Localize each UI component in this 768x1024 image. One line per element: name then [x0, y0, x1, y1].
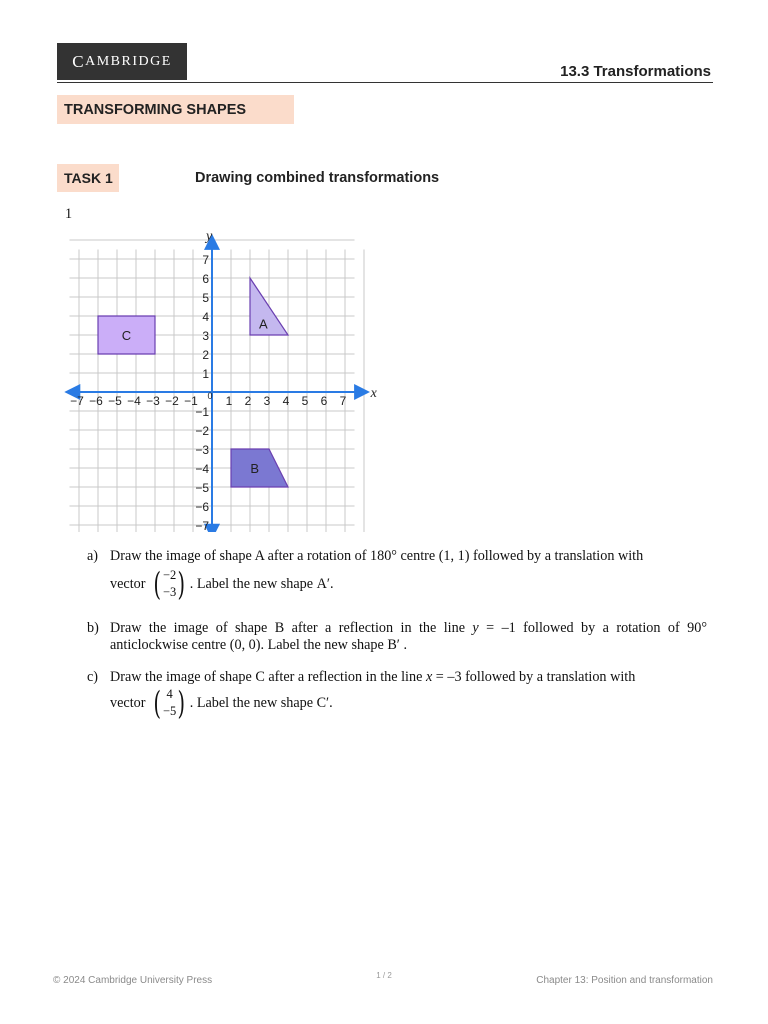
- part-text-pre: Draw the image of shape B after a reflection in the line: [110, 620, 465, 636]
- x-tick-label: 0: [207, 391, 213, 401]
- vector-top: −2: [162, 568, 177, 582]
- part-c-vector-line: [110, 686, 333, 720]
- task-label: TASK 1: [57, 164, 119, 192]
- right-bracket: ): [177, 684, 186, 722]
- part-a-vector-line: [110, 567, 334, 601]
- x-tick-label: 3: [263, 394, 271, 408]
- vector-word: vector: [110, 694, 146, 711]
- sentence-end: .: [403, 637, 408, 653]
- shape-label-c: C: [121, 328, 132, 343]
- x-tick-label: −1: [184, 394, 198, 408]
- y-tick-label: −7: [195, 519, 209, 532]
- shape-prime-label: C′: [316, 694, 330, 711]
- footer-copyright: © 2024 Cambridge University Press: [53, 975, 213, 986]
- shape-prime-label: B′: [387, 637, 400, 653]
- part-text-line1: Draw the image of shape A after a rotation of 180° centre (1, 1) followed by a translation with: [110, 548, 644, 564]
- logo-rest: AMBRIDGE: [85, 53, 172, 69]
- y-tick-label: 3: [202, 329, 209, 343]
- x-tick-label: −5: [108, 394, 122, 408]
- coordinate-grid-chart: [60, 232, 380, 532]
- column-vector: [151, 686, 187, 720]
- footer-chapter: Chapter 13: Position and transformation: [536, 975, 713, 986]
- x-tick-label: −6: [89, 394, 103, 408]
- cambridge-logo: [57, 43, 187, 80]
- part-text-post: = –1 followed by a rotation of 90° anticlockwise centre (0, 0). Label the new shape: [110, 620, 708, 653]
- x-tick-label: 4: [282, 394, 290, 408]
- y-tick-label: −6: [195, 500, 209, 514]
- variable: y: [472, 620, 479, 636]
- left-bracket: (: [153, 565, 162, 603]
- question-part-a: [87, 548, 707, 566]
- part-label: b): [87, 620, 99, 636]
- shape-label-a: A: [258, 316, 268, 332]
- axes-layer: [72, 242, 362, 532]
- vector-bottom: −5: [162, 704, 177, 718]
- y-tick-label: 2: [202, 348, 209, 362]
- y-axis-label: y: [206, 232, 213, 244]
- x-tick-label: −3: [146, 394, 160, 408]
- y-tick-label: 4: [202, 310, 209, 324]
- vector-bottom: −3: [162, 585, 177, 599]
- y-tick-label: −2: [195, 424, 209, 438]
- topic-heading: TRANSFORMING SHAPES: [57, 95, 294, 124]
- label-instruction: . Label the new shape: [189, 575, 314, 592]
- part-text-line1: [110, 669, 707, 686]
- shape-label-b: B: [250, 461, 260, 476]
- task-title: Drawing combined transformations: [195, 170, 440, 186]
- left-bracket: (: [153, 684, 162, 722]
- part-text-pre: Draw the image of shape C after a reflection in the line: [110, 669, 423, 685]
- y-tick-label: −1: [195, 405, 209, 419]
- question-number: 1: [65, 206, 73, 222]
- footer-page-number: 1 / 2: [376, 971, 392, 980]
- y-tick-label: −4: [195, 462, 209, 476]
- x-tick-label: −7: [70, 394, 84, 408]
- y-tick-label: 1: [202, 367, 209, 381]
- variable: x: [425, 669, 433, 685]
- sentence-end: .: [329, 575, 334, 592]
- part-label: c): [87, 669, 99, 685]
- column-vector: [151, 567, 187, 601]
- x-axis-label: x: [370, 386, 377, 401]
- grid-lines: [70, 240, 365, 532]
- vector-word: vector: [110, 575, 146, 592]
- part-label: a): [87, 548, 99, 564]
- part-text: [110, 620, 707, 654]
- x-tick-label: 2: [244, 394, 252, 408]
- x-tick-label: −2: [165, 394, 179, 408]
- y-tick-label: −5: [195, 481, 209, 495]
- label-instruction: . Label the new shape: [189, 694, 314, 711]
- x-tick-label: 5: [301, 394, 309, 408]
- section-title: 13.3 Transformations: [560, 63, 711, 80]
- x-tick-label: 1: [225, 394, 233, 408]
- vector-top: 4: [166, 687, 173, 701]
- header-divider: [57, 82, 713, 83]
- sentence-end: .: [329, 694, 333, 711]
- question-part-b: [87, 620, 707, 656]
- y-tick-label: 6: [202, 272, 209, 286]
- part-text-post: = –3 followed by a translation with: [435, 669, 636, 685]
- logo-initial: C: [72, 51, 86, 71]
- y-tick-label: 5: [202, 291, 209, 305]
- x-tick-label: −4: [127, 394, 141, 408]
- x-tick-label: 6: [320, 394, 328, 408]
- y-tick-label: 7: [202, 253, 209, 267]
- x-tick-label: 7: [339, 394, 347, 408]
- right-bracket: ): [177, 565, 186, 603]
- shape-prime-label: A′: [316, 575, 330, 592]
- y-tick-label: −3: [195, 443, 209, 457]
